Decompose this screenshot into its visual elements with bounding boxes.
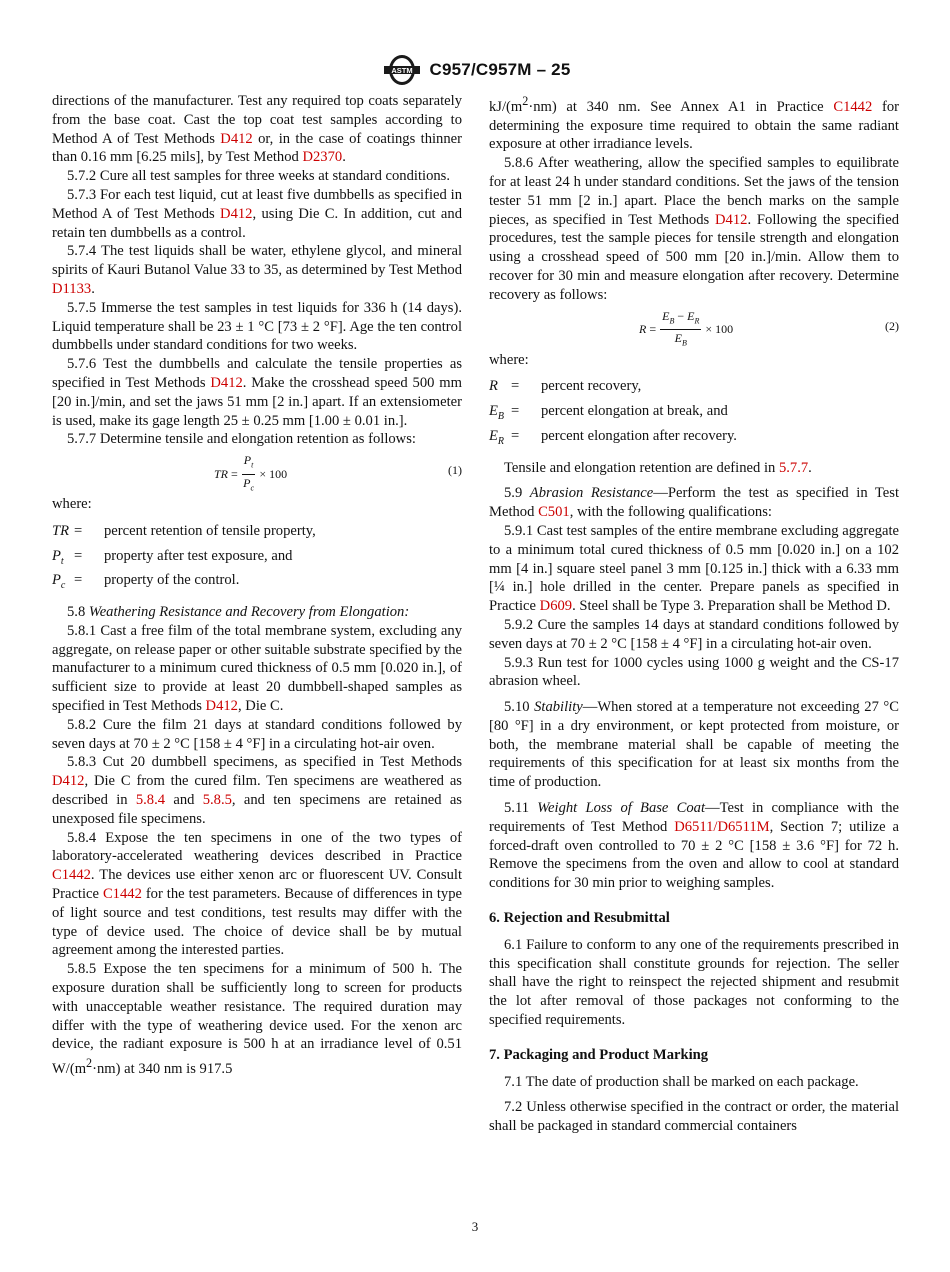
ref-c1442[interactable]: C1442 bbox=[833, 98, 873, 115]
paragraph-5-9-3: 5.9.3 Run test for 1000 cycles using 1000 g weight and the CS-17 abrasion wheel. bbox=[489, 654, 899, 690]
ref-d609[interactable]: D609 bbox=[539, 598, 573, 615]
paragraph-5-8-4: 5.8.4 Expose the ten specimens in one of the two types of laboratory-accelerated weathering devices described in Practice C1442. The devices use either xenon arc or fluorescent UV. Consult Practice C1442 for the test parameters. Because of differences in type of light source and test conditions, test results may differ with the type of device used. The choice of device shall be by mutual agreement among the interested parties. bbox=[52, 829, 462, 959]
paragraph-6-1: 6.1 Failure to conform to any one of the requirements prescribed in this specification shall constitute grounds for rejection. The seller shall have the right to reinspect the rejected shipment and resubmit the lot after removal of those packages not conforming to the specified requirements. bbox=[489, 936, 899, 1029]
equation-1: TR = $\frac{P_t}{P_c}$ × 100 (1) bbox=[214, 453, 462, 492]
ref-5-7-7[interactable]: 5.7.7 bbox=[778, 459, 809, 476]
paragraph-7-2: 7.2 Unless otherwise specified in the contract or order, the material shall be packaged in standard commercial containers bbox=[489, 1099, 899, 1135]
ref-c1442[interactable]: C1442 bbox=[102, 886, 142, 902]
definition-row: R = percent recovery, bbox=[489, 378, 642, 395]
where-label: where: bbox=[489, 351, 529, 368]
right-column bbox=[489, 92, 899, 1136]
left-column bbox=[52, 92, 462, 1079]
page-header bbox=[0, 52, 950, 88]
ref-c1442[interactable]: C1442 bbox=[52, 867, 91, 884]
section-heading-6: 6. Rejection and Resubmittal bbox=[489, 910, 670, 927]
logo-lettering: ASTM bbox=[390, 65, 413, 75]
paragraph-5-7-1-cont: directions of the manufacturer. Test any required top coats separately from the base coat. Cast the top coat test samples according to Method A of Test Methods D412 or, in the case of coatings thinner than 0.16 mm [6.25 mils], by Test Method D2370. bbox=[52, 93, 462, 166]
paragraph-5-8-1: 5.8.1 Cast a free film of the total membrane system, excluding any aggregate, on release paper or other suitable substrate specified by the manufacturer to a minimum cured thickness of 0.5 mm [0.020 in.], of sufficient size to provide at least 20 dumbbell-shaped samples as specified in Test Methods D412, Die C. bbox=[52, 622, 462, 715]
ref-d412[interactable]: D412 bbox=[210, 374, 243, 391]
paragraph-5-8-2: 5.8.2 Cure the film 21 days at standard conditions followed by seven days at 70 ± 2 °C [158 ± 4 °F] in a circulating hot-air oven. bbox=[52, 716, 462, 752]
definition-list bbox=[52, 522, 462, 596]
paragraph-5-10: 5.10 Stability—When stored at a temperature not exceeding 27 °C [80 °F] in a dry environment, or kept protected from moisture, or both, the membrane material shall be capable of meeting the requirements of this specification for at least six months from the time of production. bbox=[489, 699, 900, 791]
paragraph-5-8-3: 5.8.3 Cut 20 dumbbell specimens, as specified in Test Methods D412, Die C from the cured film. Ten specimens are weathered as described in 5.8.4 and 5.8.5, and ten specimens are retained as unexposed file specimens. bbox=[52, 754, 462, 827]
paragraph-5-8: 5.8 Weathering Resistance and Recovery from Elongation: bbox=[67, 604, 410, 621]
paragraph-5-8-6: 5.8.6 After weathering, allow the specified samples to equilibrate for at least 24 h under standard conditions. Set the jaws of the tension tester 51 mm [2 in.] apart. Place the bench marks on the sample pieces, as specified in Test Methods D412. Following the specified procedures, test the sample pieces for tensile strength and elongation using a crosshead speed of 500 mm [20 in.]/min. Allow them to recover for 30 min and measure elongation after recovery. Determine recovery as follows: bbox=[489, 155, 900, 303]
ref-d412[interactable]: D412 bbox=[220, 130, 253, 147]
ref-d2370[interactable]: D2370 bbox=[302, 149, 343, 166]
paragraph-5-8-5-cont: $kJ/(m^2\cdot nm)$ at 340 nm. See Annex A1 in Practice C1442 for determining the exposure time required to obtain the same radiant exposure at other irradiance levels. bbox=[489, 94, 899, 153]
paragraph-retention-note: Tensile and elongation retention are defined in 5.7.7. bbox=[504, 459, 812, 476]
paragraph-5-7-7: 5.7.7 Determine tensile and elongation retention as follows: bbox=[67, 431, 416, 448]
paragraph-5-9-1: 5.9.1 Cast test samples of the entire membrane excluding aggregate to a minimum total cured thickness of 0.5 mm [0.020 in.] on a 102 mm [4 in.] square steel panel 3 mm [0.125 in.] thick with a 6.33 mm [¼ in.] hole drilled in the center. Prepare panels as specified in Practice D609. Steel shall be Type 3. Preparation shall be Method D. bbox=[489, 522, 899, 615]
paragraph-5-8-5: 5.8.5 Expose the ten specimens for a minimum of 500 h. The exposure duration shall be sufficiently long to screen for products with unacceptable weather resistance. The required duration may differ with the type of weathering device used. For the xenon arc device, the radiant exposure is 500 h at an irradiance level of 0.51 $W/(m^2\cdot nm)$ at 340 nm is 917.5 bbox=[52, 961, 462, 1078]
ref-d412[interactable]: D412 bbox=[715, 211, 748, 228]
ref-d6511[interactable]: D6511/D6511M bbox=[674, 818, 770, 835]
paragraph-5-7-4: 5.7.4 The test liquids shall be water, ethylene glycol, and mineral spirits of Kauri Butanol Value 33 to 35, as determined by Test Method D1133. bbox=[52, 243, 462, 297]
definition-row: $E_B$ = percent elongation at break, and bbox=[489, 403, 728, 423]
paragraph-5-9-2: 5.9.2 Cure the samples 14 days at standard conditions followed by seven days at 70 ± 2 °C [158 ± 4 °F] in a circulating hot-air oven. bbox=[489, 616, 899, 652]
ref-5-8-4[interactable]: 5.8.4 bbox=[135, 792, 166, 809]
section-heading-7: 7. Packaging and Product Marking bbox=[489, 1046, 709, 1063]
equation-number: (1) bbox=[448, 463, 462, 478]
definition-row: TR = percent retention of tensile property, bbox=[52, 522, 316, 539]
paragraph-5-11: 5.11 Weight Loss of Base Coat—Test in compliance with the requirements of Test Method D6511/D6511M, Section 7; utilize a forced-draft oven controlled to 70 ± 2 °C [158 ± 3.6 °F] for 72 h. Remove the specimens from the oven and allow to cool at standard conditions for 30 min prior to weighing samples. bbox=[489, 800, 900, 892]
definition-row: $P_c$ = property of the control. bbox=[52, 572, 240, 592]
ref-d412[interactable]: D412 bbox=[52, 773, 85, 790]
ref-d412[interactable]: D412 bbox=[220, 205, 253, 222]
astm-logo-icon bbox=[380, 54, 424, 86]
page-number: 3 bbox=[471, 1219, 479, 1234]
equation-2: R = $\frac{E_B - E_R}{E_B}$ × 100 (2) bbox=[639, 308, 899, 348]
paragraph-5-9: 5.9 Abrasion Resistance—Perform the test as specified in Test Method C501, with the following qualifications: bbox=[489, 485, 899, 521]
ref-c501[interactable]: C501 bbox=[538, 504, 570, 521]
definition-list bbox=[489, 377, 899, 451]
standard-designation: C957/C957M – 25 bbox=[429, 60, 571, 79]
equation-number: (2) bbox=[885, 318, 899, 333]
paragraph-5-7-5: 5.7.5 Immerse the test samples in test liquids for 336 h (14 days). Liquid temperature shall be 23 ± 1 °C [73 ± 2 °F]. Age the ten control dumbbells under standard conditions for two weeks. bbox=[52, 299, 462, 354]
paragraph-5-7-3: 5.7.3 For each test liquid, cut at least five dumbbells as specified in Method A of Test Methods D412, using Die C. In addition, cut and retain ten dumbbells as a control. bbox=[52, 186, 462, 241]
ref-5-8-5[interactable]: 5.8.5 bbox=[202, 792, 232, 809]
paragraph-5-7-2: 5.7.2 Cure all test samples for three weeks at standard conditions. bbox=[67, 168, 450, 185]
ref-d412[interactable]: D412 bbox=[205, 698, 238, 715]
definition-row: $P_t$ = property after test exposure, and bbox=[52, 547, 293, 567]
paragraph-5-7-6: 5.7.6 Test the dumbbells and calculate the tensile properties as specified in Test Methods D412. Make the crosshead speed 500 mm [20 in.]/min, and set the jaws 51 mm [2 in.] apart. If an extensiometer is used, make its gage length 25 ± 0.25 mm [1.00 ± 0.01 in.]. bbox=[52, 356, 462, 429]
where-label: where: bbox=[52, 496, 92, 513]
ref-d1133[interactable]: D1133 bbox=[52, 280, 92, 297]
paragraph-7-1: 7.1 The date of production shall be marked on each package. bbox=[504, 1073, 859, 1090]
definition-row: $E_R$ = percent elongation after recovery. bbox=[489, 427, 737, 447]
